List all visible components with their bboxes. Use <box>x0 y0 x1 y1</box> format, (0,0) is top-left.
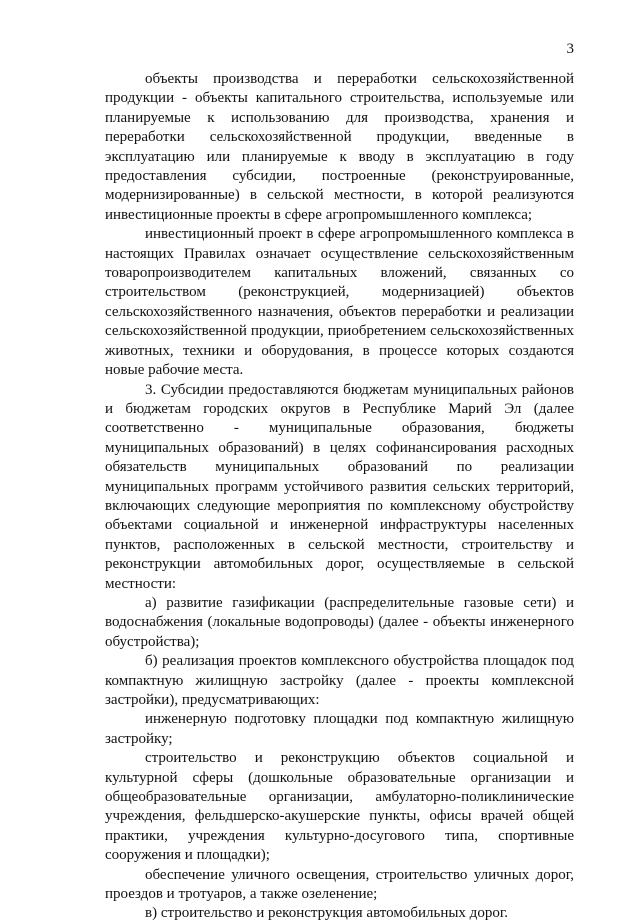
paragraph-investment-project: инвестиционный проект в сфере агропромышленного комплекса в настоящих Правилах означает осуществление сельскохозяйственным товаропроизводителем капитальных вложений, связанных со строительством (реконструкцией, модернизацией) объектов сельскохозяйственного назначения, объектов переработки и реализации сельскохозяйственной продукции, приобретением сельскохозяйственных животных, техники и оборудования, в процессе которых создаются новые рабочие места. <box>105 226 574 379</box>
document-body <box>105 70 574 924</box>
item-a-gasification: а) развитие газификации (распределительные газовые сети) и водоснабжения (локальные водопроводы) (далее - объекты инженерного обустройства); <box>105 594 574 650</box>
paragraph-production-facilities: объекты производства и переработки сельскохозяйственной продукции - объекты капитального строительства, используемые или планируемые к использованию для производства, хранения и переработки сельскохозяйственной продукции, введенные в эксплуатацию или планируемые к вводу в эксплуатацию в году предоставления субсидии, построенные (реконструированные, модернизированные) в сельской местности, в которой реализуются инвестиционные проекты в сфере агропромышленного комплекса; <box>105 71 574 223</box>
item-v-roads: в) строительство и реконструкция автомобильных дорог. <box>145 905 509 922</box>
item-b-complex-development: б) реализация проектов комплексного обустройства площадок под компактную жилищную застройку (далее - проекты комплексной застройки), предусматривающих: <box>105 653 574 708</box>
subitem-street-lighting: обеспечение уличного освещения, строительство уличных дорог, проездов и тротуаров, а также озеленение; <box>105 866 574 903</box>
paragraph-subsidies: 3. Субсидии предоставляются бюджетам муниципальных районов и бюджетам городских округов в Республике Марий Эл (далее соответственно - муниципальные образования, бюджеты муниципальных образований) в целях софинансирования расходных обязательств муниципальных образований по реализации муниципальных программ устойчивого развития сельских территорий, включающих следующие мероприятия по комплексному обустройству объектами социальной и инженерной инфраструктуры населенных пунктов, расположенных в сельской местности, строительству и реконструкции автомобильных дорог, осуществляемые в сельской местности: <box>105 381 574 592</box>
subitem-social-facilities: строительство и реконструкцию объектов социальной и культурной сферы (дошкольные образовательные организации и общеобразовательные организации, амбулаторно-поликлинические учреждения, фельдшерско-акушерские пункты, офисы врачей общей практики, учреждения культурно-досугового типа, спортивные сооружения и площадки); <box>105 750 574 864</box>
subitem-engineering-preparation: инженерную подготовку площадки под компактную жилищную застройку; <box>105 711 574 747</box>
page-number: 3 <box>566 41 574 57</box>
